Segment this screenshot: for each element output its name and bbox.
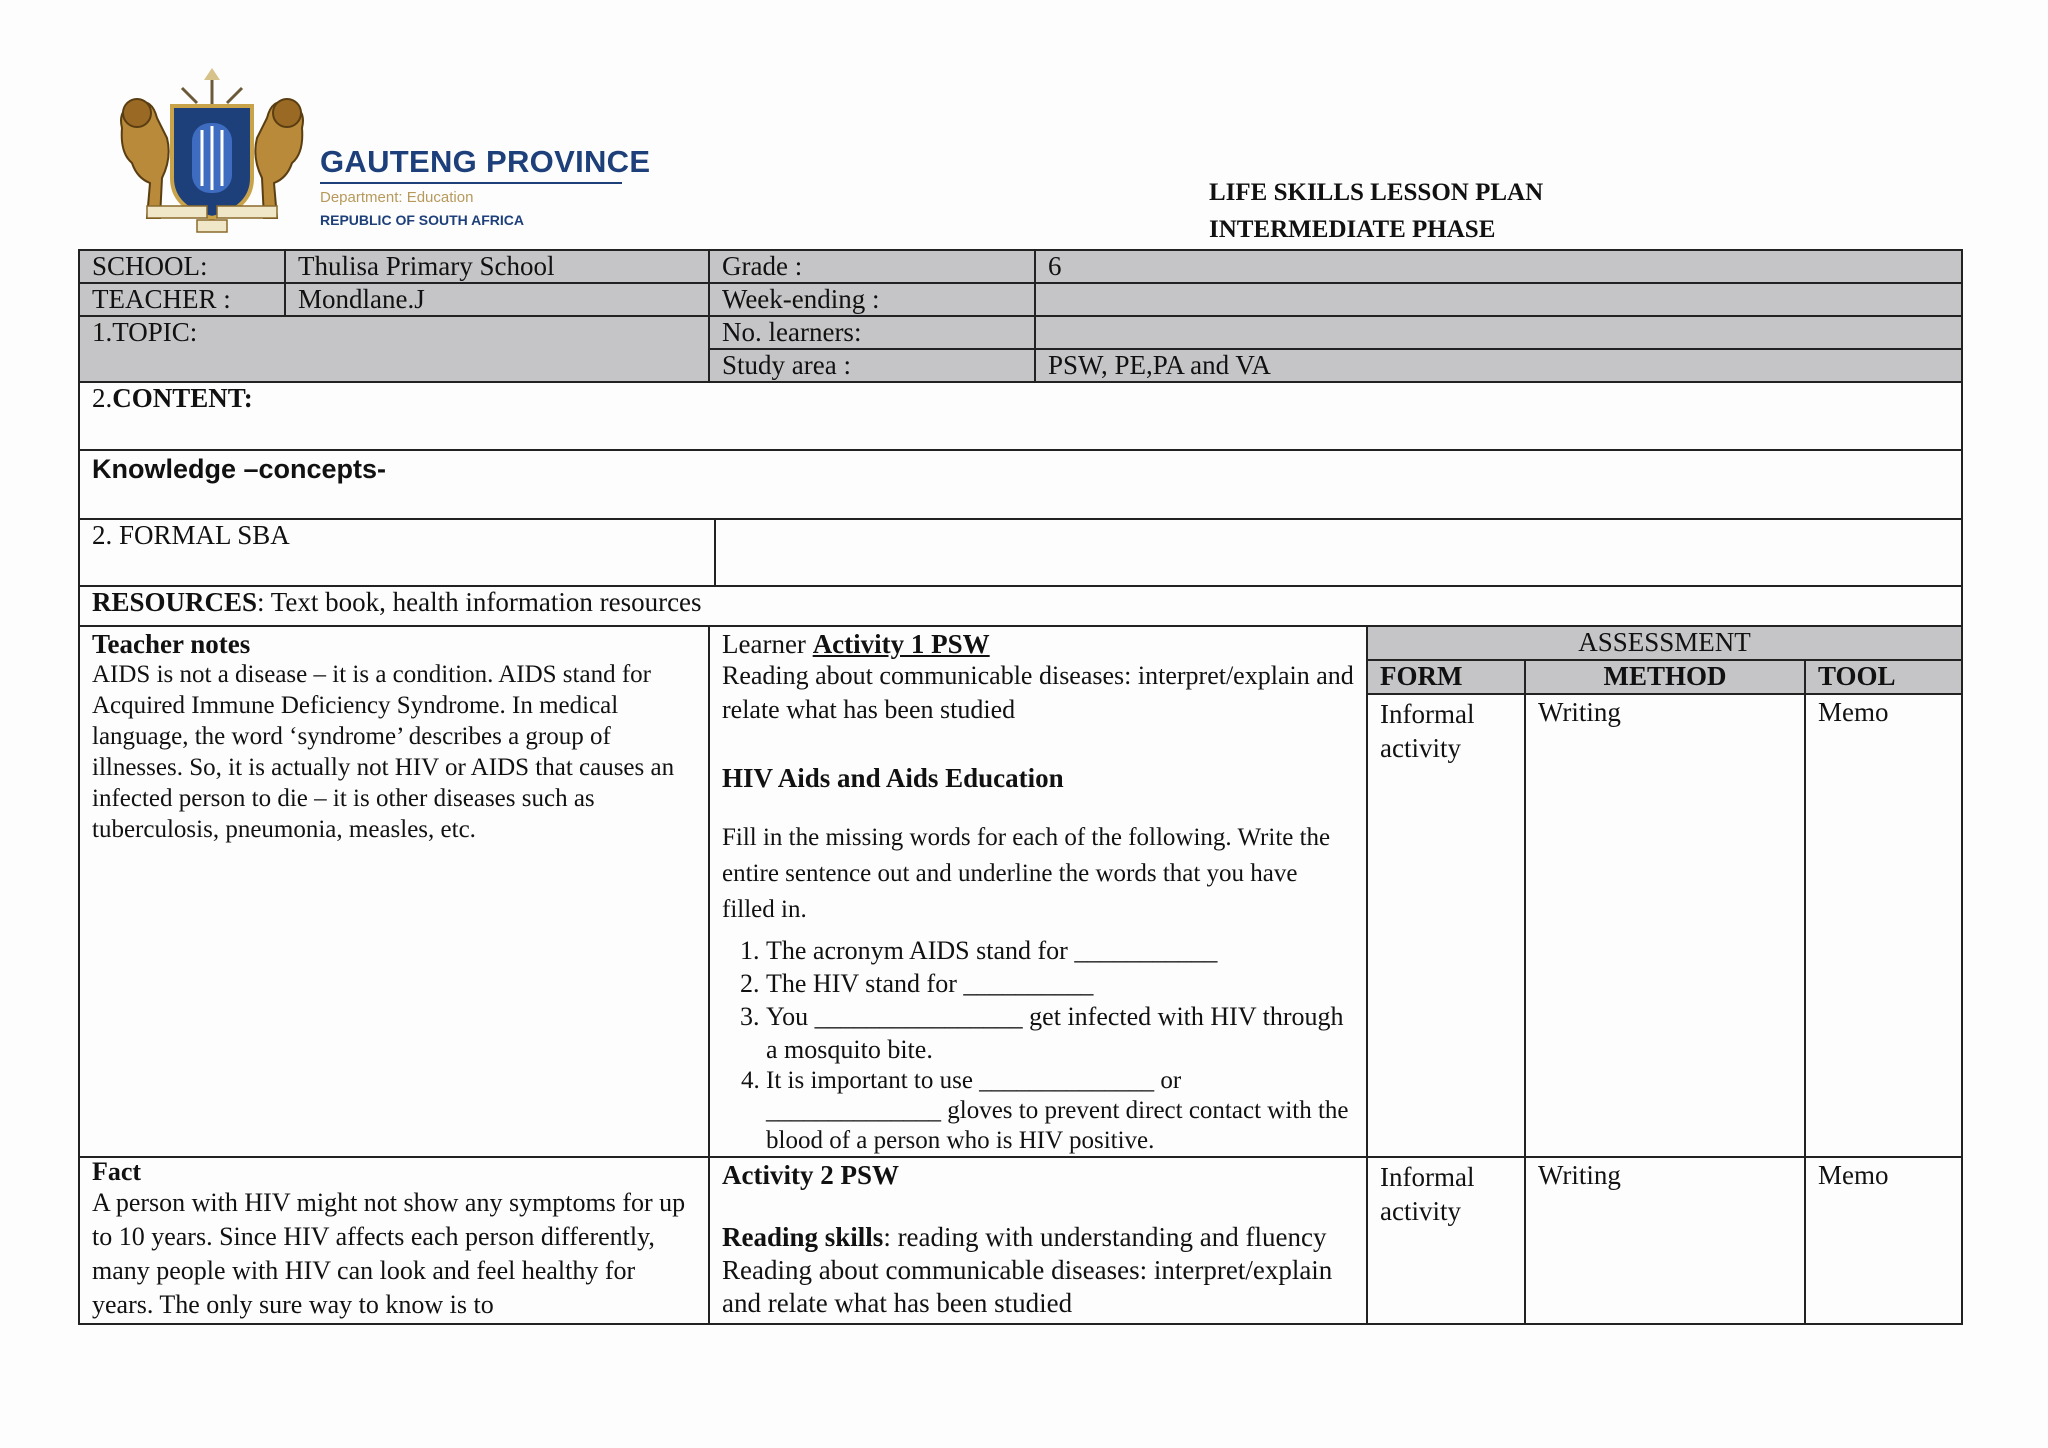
row-content — [79, 382, 1962, 450]
teacher-label: TEACHER : — [79, 283, 285, 316]
activity1-prefix: Learner — [722, 629, 813, 659]
row-formal-sba — [79, 519, 1962, 586]
formal-sba-value — [715, 519, 1962, 586]
week-label: Week-ending : — [709, 283, 1035, 316]
assessment-col-form: FORM — [1367, 660, 1525, 694]
plan-title-line2: INTERMEDIATE PHASE — [1209, 216, 1496, 243]
gauteng-logo — [112, 68, 651, 238]
resources-cell — [79, 586, 1962, 626]
row-knowledge — [79, 450, 1962, 519]
activity2-skills — [722, 1220, 1354, 1254]
row-activity2 — [79, 1157, 1962, 1324]
school-label: SCHOOL: — [79, 250, 285, 283]
logo-rule — [320, 182, 622, 184]
activity1-intro: Reading about communicable diseases: interpret/explain and relate what has been studied — [722, 661, 1354, 724]
activity2-title: Activity 2 PSW — [722, 1160, 899, 1190]
activity2-skills-text: : reading with understanding and fluency — [883, 1222, 1327, 1252]
grade-value: 6 — [1035, 250, 1962, 283]
learners-value — [1035, 316, 1962, 349]
assessment2-form: Informal activity — [1367, 1157, 1525, 1324]
assessment-col-tool: TOOL — [1805, 660, 1962, 694]
activity1-questions — [722, 934, 1356, 1156]
content-label: CONTENT: — [112, 383, 253, 413]
row-resources — [79, 586, 1962, 626]
activity1-title: Activity 1 PSW — [812, 629, 990, 659]
coat-of-arms-icon — [112, 68, 312, 238]
fact-title: Fact — [92, 1157, 142, 1186]
grade-label: Grade : — [709, 250, 1035, 283]
week-value — [1035, 283, 1962, 316]
activity1-heading: HIV Aids and Aids Education — [722, 763, 1064, 793]
content-prefix: 2. — [92, 383, 113, 413]
activity1-cell — [709, 626, 1367, 1157]
question-item: 1. The acronym AIDS stand for ___________ — [766, 934, 1356, 967]
teacher-value: Mondlane.J — [285, 283, 709, 316]
plan-title-line1: LIFE SKILLS LESSON PLAN — [1209, 179, 1544, 206]
lesson-plan-table — [78, 249, 1963, 1325]
logo-republic: REPUBLIC OF SOUTH AFRICA — [320, 212, 525, 228]
logo-province: GAUTENG PROVINCE — [320, 144, 651, 179]
assessment2-tool: Memo — [1805, 1157, 1962, 1324]
activity2-cell — [709, 1157, 1367, 1324]
question-item: 2. The HIV stand for __________ — [766, 967, 1356, 1000]
assessment-col-method: METHOD — [1525, 660, 1805, 694]
plan-title — [1209, 174, 1543, 248]
question-item: 3. You ________________ get infected with HIV through a mosquito bite. — [766, 1000, 1356, 1066]
assessment1-method: Writing — [1525, 694, 1805, 1157]
activity2-skills-label: Reading skills — [722, 1222, 884, 1252]
assessment1-tool: Memo — [1805, 694, 1962, 1157]
study-label: Study area : — [709, 349, 1035, 382]
school-value: Thulisa Primary School — [285, 250, 709, 283]
row-teacher — [79, 283, 1962, 316]
activity1-header — [722, 629, 1356, 659]
row-topic — [79, 316, 1962, 349]
lesson-plan-sheet — [78, 249, 1961, 1325]
assessment2-method: Writing — [1525, 1157, 1805, 1324]
logo-department: Department: Education — [320, 189, 474, 206]
activity2-intro: Reading about communicable diseases: interpret/explain and relate what has been studied — [722, 1255, 1333, 1318]
fact-text: A person with HIV might not show any symptoms for up to 10 years. Since HIV affects each person differently, many people with HIV can look and feel healthy for years. The only sure way to know is to — [92, 1188, 686, 1319]
row-activity1-top — [79, 626, 1962, 660]
teacher-notes-text: AIDS is not a disease – it is a condition. AIDS stand for Acquired Immune Deficiency Syndrome. In medical language, the word ‘syndrome’ describes a group of illnesses. So, it is actually not HIV or AIDS that causes an infected person to die – it is other diseases such as tuberculosis, pneumonia, measles, etc. — [92, 661, 675, 843]
content-cell — [79, 382, 1962, 450]
topic-label: 1.TOPIC: — [79, 316, 709, 382]
learners-label: No. learners: — [709, 316, 1035, 349]
teacher-notes-cell — [79, 626, 709, 1157]
study-value: PSW, PE,PA and VA — [1035, 349, 1962, 382]
activity1-instruction: Fill in the missing words for each of the following. Write the entire sentence out and underline the words that you have filled in. — [722, 824, 1331, 923]
formal-sba-label: 2. FORMAL SBA — [79, 519, 715, 586]
row-school — [79, 250, 1962, 283]
resources-text: : Text book, health information resources — [257, 587, 702, 617]
fact-cell — [79, 1157, 709, 1324]
knowledge-concepts: Knowledge –concepts- — [79, 450, 1962, 519]
assessment1-form: Informal activity — [1367, 694, 1525, 1157]
teacher-notes-title: Teacher notes — [92, 629, 251, 659]
question-item: 4. It is important to use ______________ or ______________ gloves to prevent direct contact with the blood of a person who is HIV positive. — [766, 1066, 1356, 1156]
resources-label: RESOURCES — [92, 587, 258, 617]
assessment-header: ASSESSMENT — [1367, 626, 1962, 660]
